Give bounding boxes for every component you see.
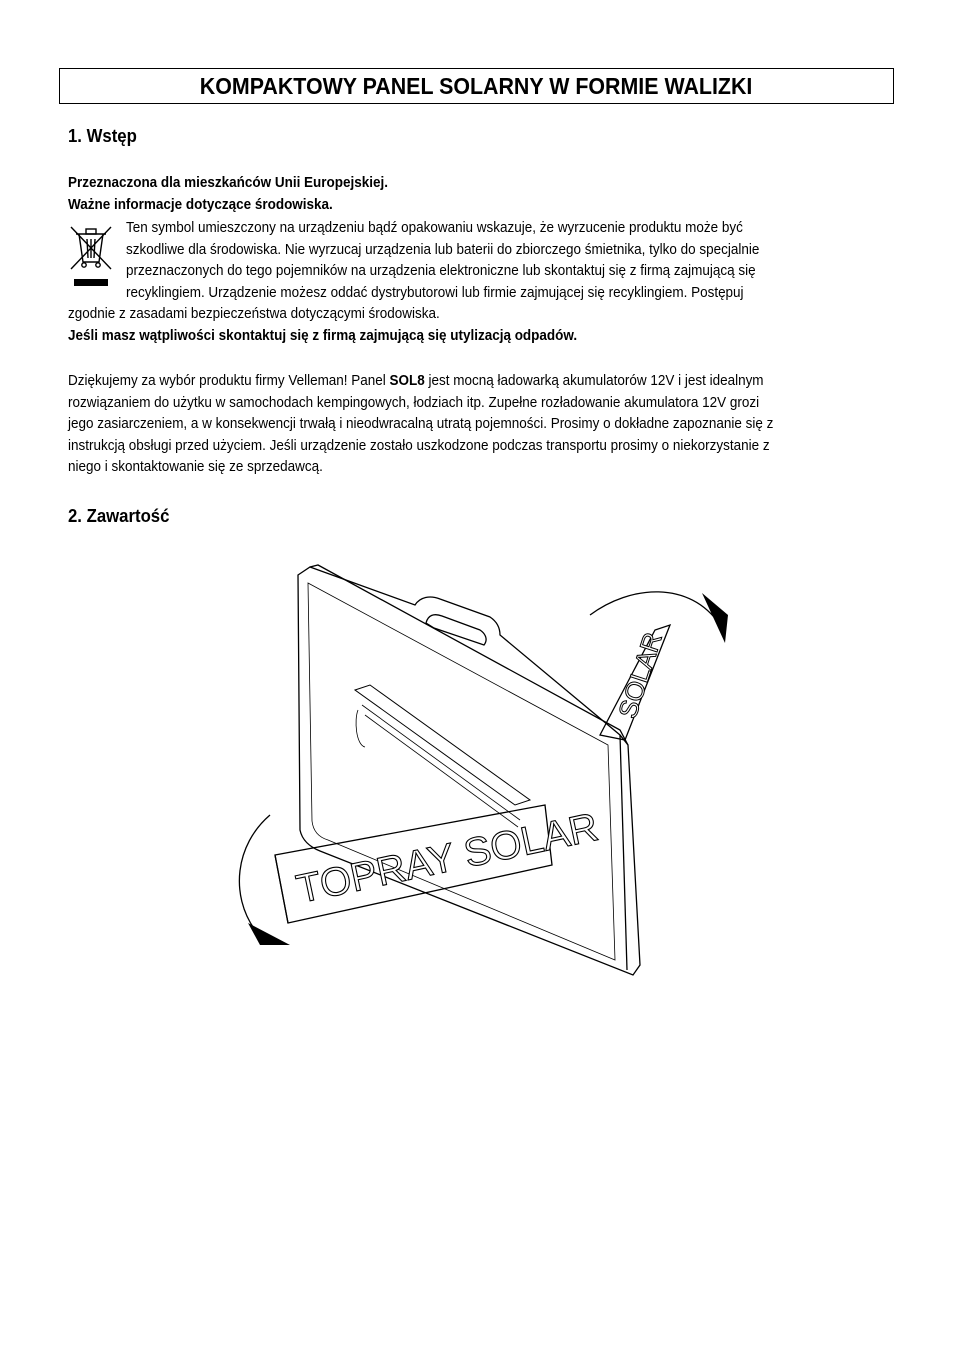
disposal-contact-line: Jeśli masz wątpliwości skontaktuj się z firmą zajmującą się utylizacją odpadów. <box>68 328 578 344</box>
intro-paragraph-line: rozwiązaniem do użytku w samochodach kempingowych, łodziach itp. Zupełne rozładowanie akumulatora 12V grozi <box>68 394 760 411</box>
panel-case-body <box>298 567 640 975</box>
arrowhead-front <box>248 923 290 945</box>
weee-text-line: szkodliwe dla środowiska. Nie wyrzucaj urządzenia lub baterii do zbiorczego śmietnika, tylko do specjalnie <box>126 241 760 258</box>
document-title: KOMPAKTOWY PANEL SOLARNY W FORMIE WALIZKI <box>200 72 753 99</box>
weee-text-line: Ten symbol umieszczony na urządzeniu bądź opakowaniu wskazuje, że wyrzucenie produktu może być <box>126 220 743 236</box>
document-title-box <box>59 68 894 104</box>
section-heading-contents: 2. Zawartość <box>68 506 170 526</box>
intro-paragraph-line: instrukcją obsługi przed użyciem. Jeśli urządzenie zostało uszkodzone podczas transportu prosimy o niekorzystanie z <box>68 437 770 454</box>
rear-stand-brand-label: SOLAR <box>612 628 668 722</box>
eu-notice-line: Przeznaczona dla mieszkańców Unii Europejskiej. <box>68 175 389 191</box>
model-number: SOL8 <box>389 373 425 389</box>
intro-paragraph-line <box>68 371 764 393</box>
weee-text-line: recyklingiem. Urządzenie możesz oddać dystrybutorowi lub firmie zajmującej się recyklingiem. Postępuj <box>126 284 744 301</box>
weee-text-line: zgodnie z zasadami bezpieczeństwa dotyczącymi środowiska. <box>68 306 440 322</box>
rotation-arrow-front <box>239 815 270 930</box>
environment-notice-line: Ważne informacje dotyczące środowiska. <box>68 197 333 213</box>
intro-paragraph-line: niego i skontaktowanie się ze sprzedawcą. <box>68 459 323 475</box>
section-heading-intro: 1. Wstęp <box>68 126 137 146</box>
intro-text-post: jest mocną ładowarką akumulatorów 12V i jest idealnym <box>424 373 764 389</box>
arrowhead-back <box>702 593 728 643</box>
weee-text-line: przeznaczonych do tego pojemników na urządzenia elektroniczne lub skontaktuj się z firmą zajmującą się <box>126 263 756 279</box>
intro-text-pre: Dziękujemy za wybór produktu firmy Velleman! Panel <box>68 373 390 389</box>
rotation-arrow-back <box>590 592 720 625</box>
intro-paragraph-line: jego zasiarczeniem, a w konsekwencji trwałą i nieodwracalną utratą pojemności. Prosimy o dokładne zapoznanie się z <box>68 416 774 432</box>
front-stand-brand-label: TOPRAY SOLAR <box>292 804 602 912</box>
weee-crossed-bin-icon <box>66 222 116 292</box>
solar-panel-case-illustration <box>230 555 740 995</box>
